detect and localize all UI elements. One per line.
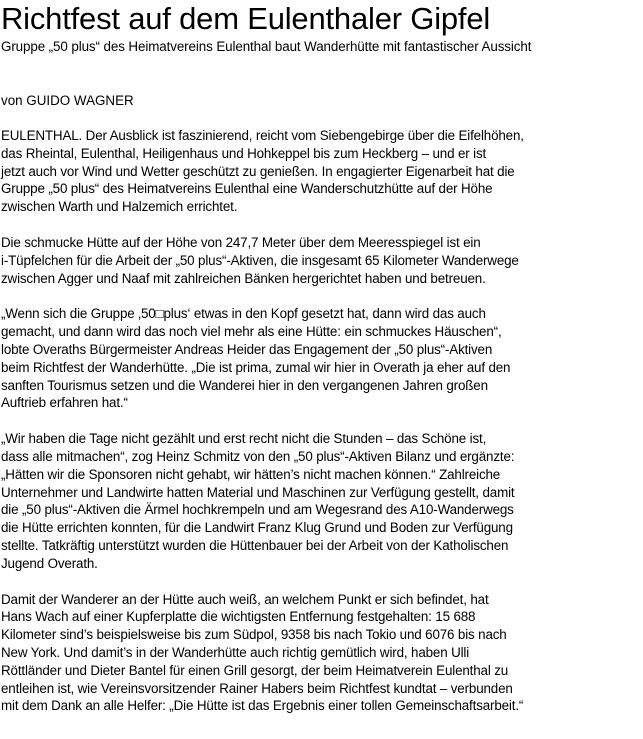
text-line: Die schmucke Hütte auf der Höhe von 247,7 Meter über dem Meeresspiegel ist ein [1,234,481,250]
article-headline: Richtfest auf dem Eulenthaler Gipfel [1,1,491,36]
text-line: dass alle mitmachen“, zog Heinz Schmitz von den „50 plus“-Aktiven Bilanz und ergänzte: [1,448,515,464]
text-line: das Rheintal, Eulenthal, Heiligenhaus und Hohkeppel bis zum Heckberg – und er ist [1,145,487,161]
text-line: Damit der Wanderer an der Hütte auch weiß, an welchem Punkt er sich befindet, hat [1,591,489,607]
text-line: sanften Tourismus setzen und die Wanderei hier in den vergangenen Jahren großen [1,377,488,393]
text-line: mit dem Dank an alle Helfer: „Die Hütte ist das Ergebnis einer tollen Gemeinschaftsarbeit.“ [1,698,524,714]
text-line: Auftrieb erfahren hat.“ [1,395,128,411]
text-line: die Hütte errichten konnten, für die Landwirt Franz Klug Grund und Boden zur Verfügung [1,520,513,536]
text-line: New York. Und damit’s in der Wanderhütte auch richtig gemütlich wird, haben Ulli [1,644,470,660]
text-line: jetzt auch vor Wind und Wetter geschützt zu genießen. In engagierter Eigenarbeit hat die [1,163,515,179]
text-line: i-Tüpfelchen für die Arbeit der „50 plus“-Aktiven, die insgesamt 65 Kilometer Wanderwege [1,252,519,268]
paragraph-4 [1,430,642,572]
paragraph-2 [1,234,642,287]
text-line: „Hätten wir die Sponsoren nicht gehabt, wir hätten’s nicht machen können.“ Zahlreiche [1,466,501,482]
text-line: gemacht, und dann wird das noch viel mehr als eine Hütte: ein schmuckes Häuschen“, [1,324,502,340]
text-line: zwischen Agger und Naaf mit zahlreichen Bänken hergerichtet haben und betreuen. [1,270,486,286]
article-byline: von GUIDO WAGNER [1,93,134,108]
text-line: EULENTHAL. Der Ausblick ist faszinierend, reicht vom Siebengebirge über die Eifelhöhen, [1,128,524,143]
text-line: Unternehmer und Landwirte hatten Material und Maschinen zur Verfügung gestellt, damit [1,484,515,500]
text-line: entleihen ist, wie Vereinsvorsitzender Rainer Habers beim Richtfest kundtat – verbunden [1,680,513,696]
article-subheadline: Gruppe „50 plus“ des Heimatvereins Eulenthal baut Wanderhütte mit fantastischer Aussicht [1,39,532,54]
text-line: zwischen Warth und Halzemich errichtet. [1,199,238,215]
text-line: Röttländer und Dieter Bantel für einen Grill gesorgt, der beim Heimatverein Eulenthal zu [1,662,509,678]
paragraph-5 [1,591,642,716]
article-body [1,127,642,733]
text-line: Kilometer sind’s beispielsweise bis zum Südpol, 9358 bis nach Tokio und 6076 bis nach [1,627,507,643]
text-line: Jugend Overath. [1,555,98,571]
text-line: stellte. Tatkräftig unterstützt wurden die Hüttenbauer bei der Arbeit von der Katholischen [1,537,509,553]
text-line: die „50 plus“-Aktiven die Ärmel hochkrempeln und am Wegesrand des A10-Wanderwegs [1,502,514,518]
text-line: „Wenn sich die Gruppe ‚50□plus‘ etwas in den Kopf gesetzt hat, dann wird das auch [1,306,486,322]
article [1,0,642,714]
text-line: Gruppe „50 plus“ des Heimatvereins Eulenthal eine Wanderschutzhütte auf der Höhe [1,181,493,197]
text-line: „Wir haben die Tage nicht gezählt und erst recht nicht die Stunden – das Schöne ist, [1,431,487,447]
text-line: lobte Overaths Bürgermeister Andreas Heider das Engagement der „50 plus“-Aktiven [1,341,493,357]
paragraph-3 [1,305,642,412]
paragraph-1 [1,127,642,216]
text-line: Hans Wach auf einer Kupferplatte die wichtigsten Entfernung festgehalten: 15 688 [1,609,476,625]
text-line: beim Richtfest der Wanderhütte. „Die ist prima, zumal wir hier in Overath ja eher auf den [1,359,511,375]
